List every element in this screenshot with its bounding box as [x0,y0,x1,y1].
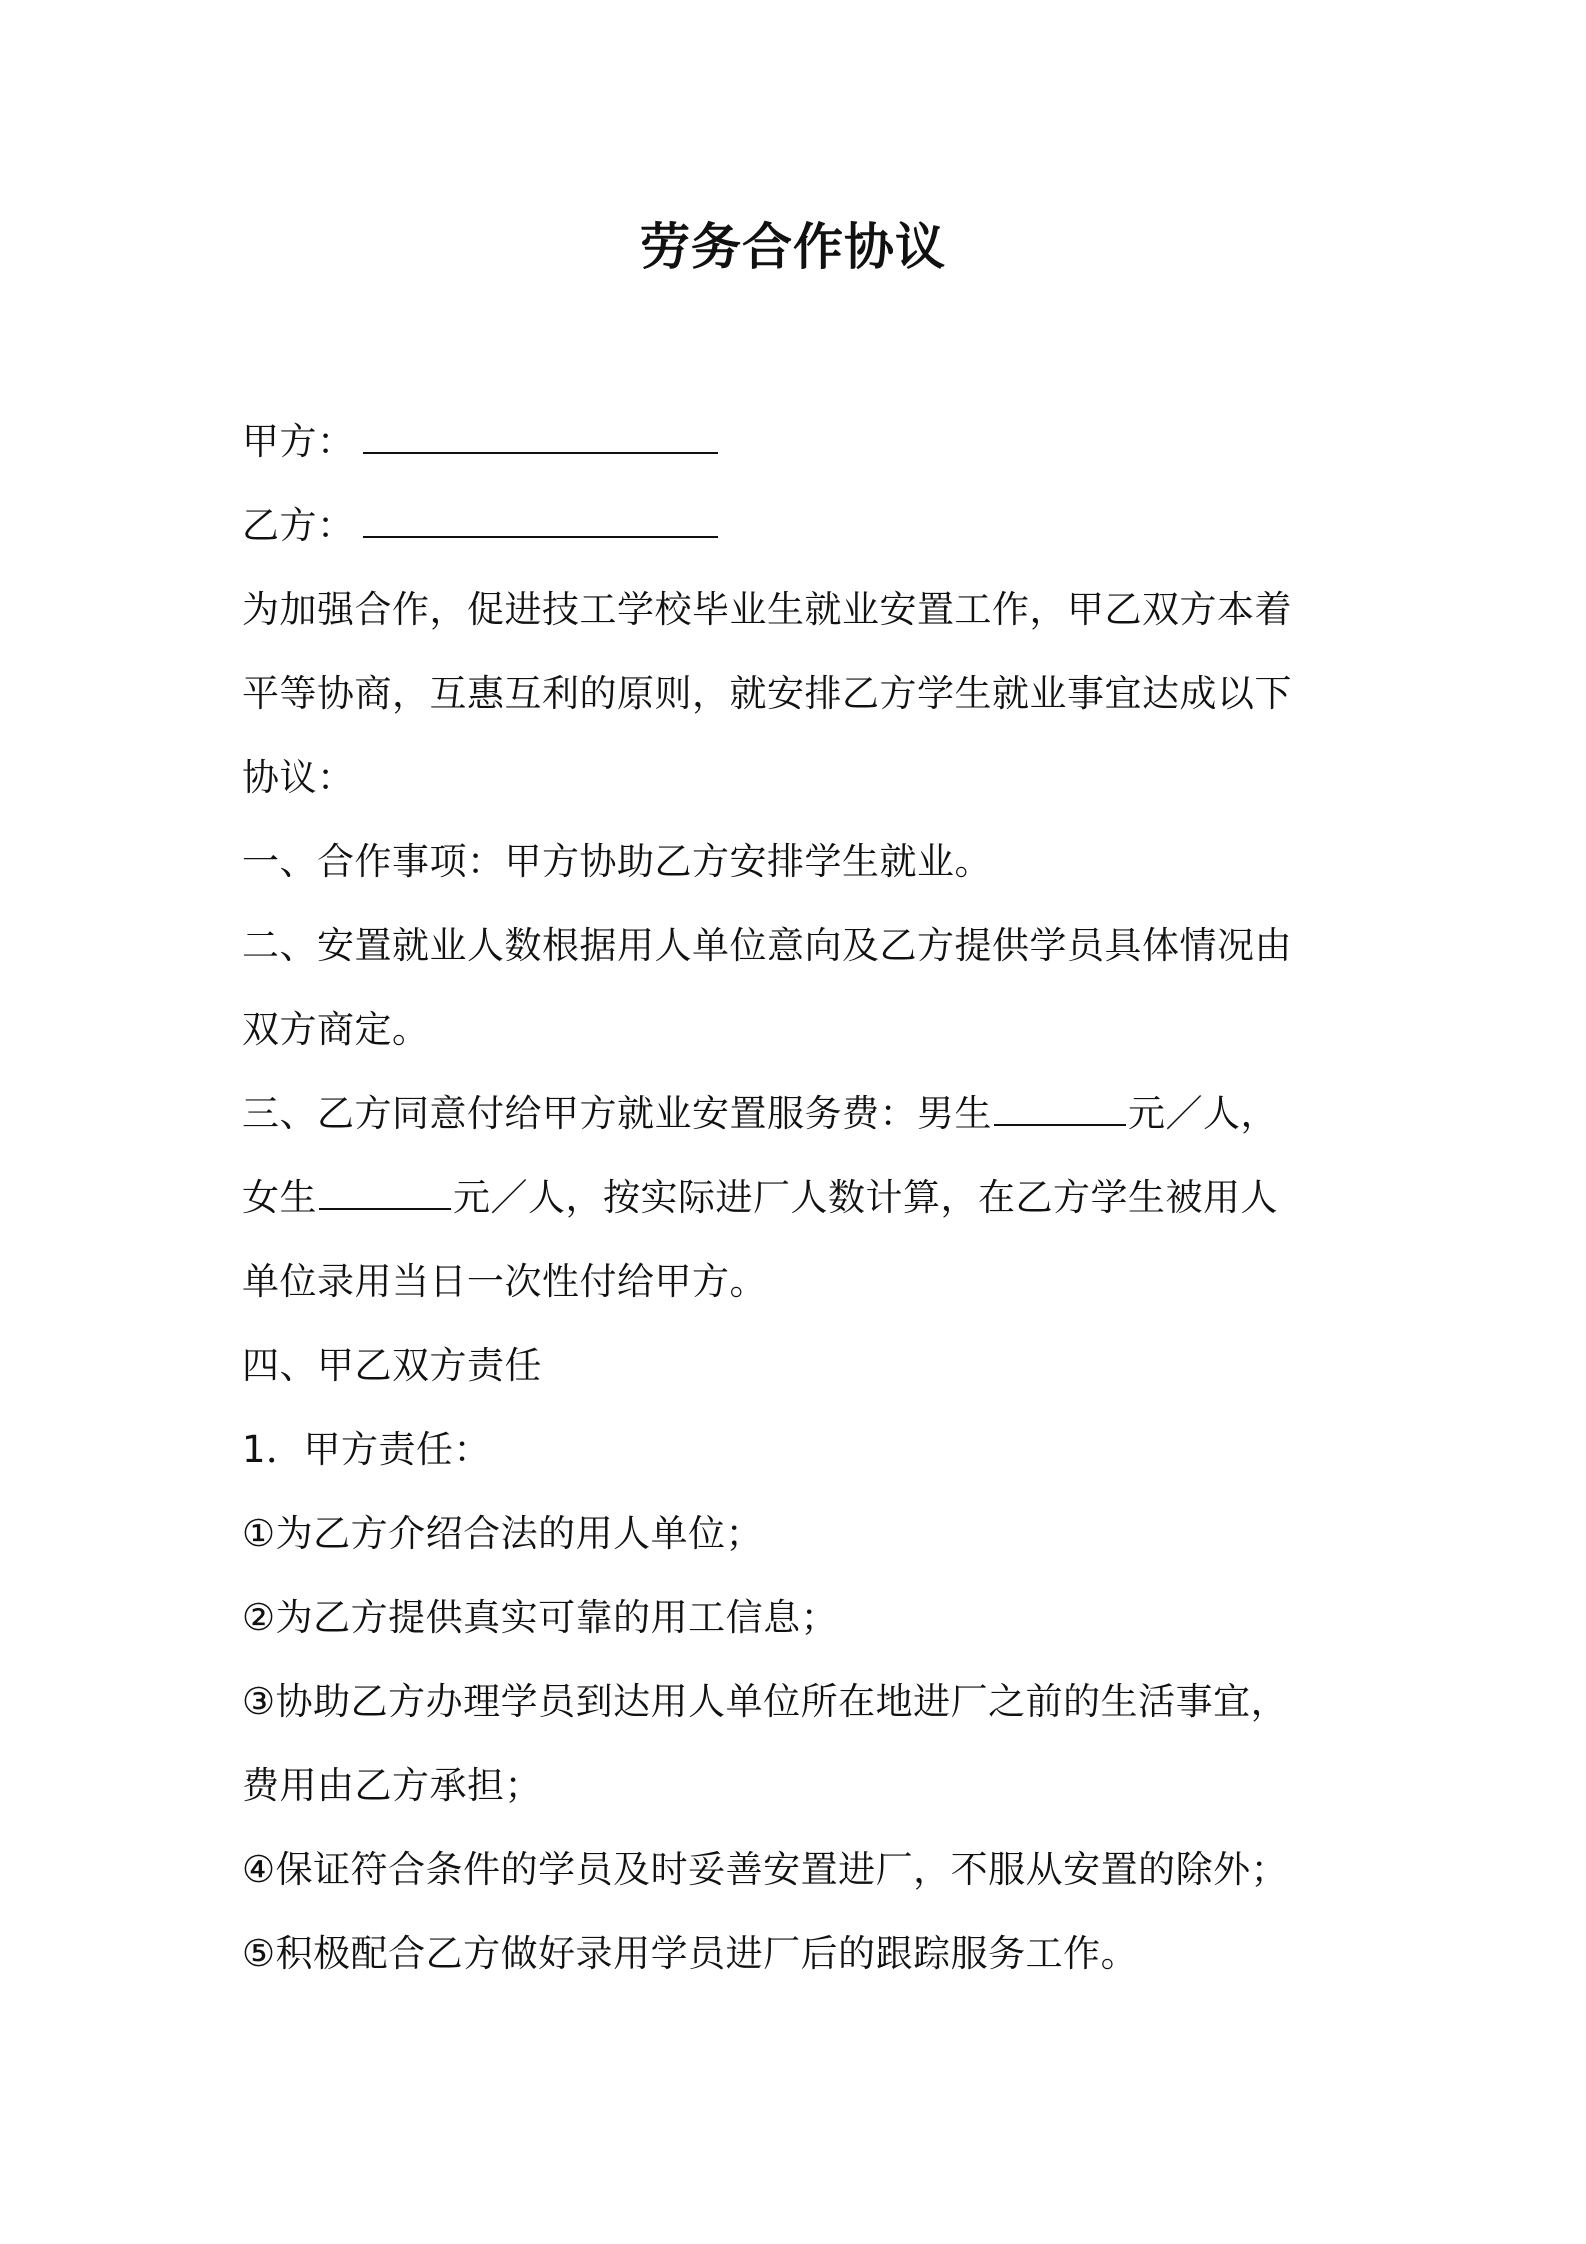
intro-line-2: 平等协商，互惠互利的原则，就安排乙方学生就业事宜达成以下 [242,672,1292,715]
document-body [242,400,1362,1996]
clause-3-female-prefix: 女生 [242,1176,317,1219]
duty-item-5: ⑤积极配合乙方做好录用学员进厂后的跟踪服务工作。 [242,1932,1139,1975]
duty-item-1: ①为乙方介绍合法的用人单位； [242,1512,764,1555]
intro-line-3: 协议： [242,756,355,799]
duty-item-2: ②为乙方提供真实可靠的用工信息； [242,1596,839,1639]
document-title: 劳务合作协议 [640,218,946,276]
party-a-duty-title: 1．甲方责任： [242,1428,492,1471]
party-a-label: 甲方： [242,420,355,463]
duty-item-3: ③协助乙方办理学员到达用人单位所在地进厂之前的生活事宜， [242,1680,1289,1723]
party-a-line [242,400,1362,484]
clause-2-line-2: 双方商定。 [242,1008,430,1051]
clause-3-line-2 [242,1156,1362,1240]
clause-3-line-3: 单位录用当日一次性付给甲方。 [242,1260,767,1303]
male-fee-blank [994,1094,1126,1126]
intro-line-1: 为加强合作，促进技工学校毕业生就业安置工作，甲乙双方本着 [242,588,1292,631]
clause-1: 一、合作事项：甲方协助乙方安排学生就业。 [242,840,992,883]
clause-4-title: 四、甲乙双方责任 [242,1344,542,1387]
clause-2-line-1: 二、安置就业人数根据用人单位意向及乙方提供学员具体情况由 [242,924,1292,967]
clause-3-line-1 [242,1072,1362,1156]
clause-3-male-prefix: 三、乙方同意付给甲方就业安置服务费：男生 [242,1092,992,1135]
clause-3-male-suffix: 元／人， [1128,1092,1278,1135]
clause-3-female-suffix: 元／人，按实际进厂人数计算，在乙方学生被用人 [453,1176,1278,1219]
duty-item-3-cont: 费用由乙方承担； [242,1764,542,1807]
female-fee-blank [319,1178,451,1210]
party-a-blank [363,422,718,454]
party-b-line [242,484,1362,568]
party-b-label: 乙方： [242,504,355,547]
duty-item-4: ④保证符合条件的学员及时妥善安置进厂，不服从安置的除外； [242,1848,1289,1891]
party-b-blank [363,506,718,538]
